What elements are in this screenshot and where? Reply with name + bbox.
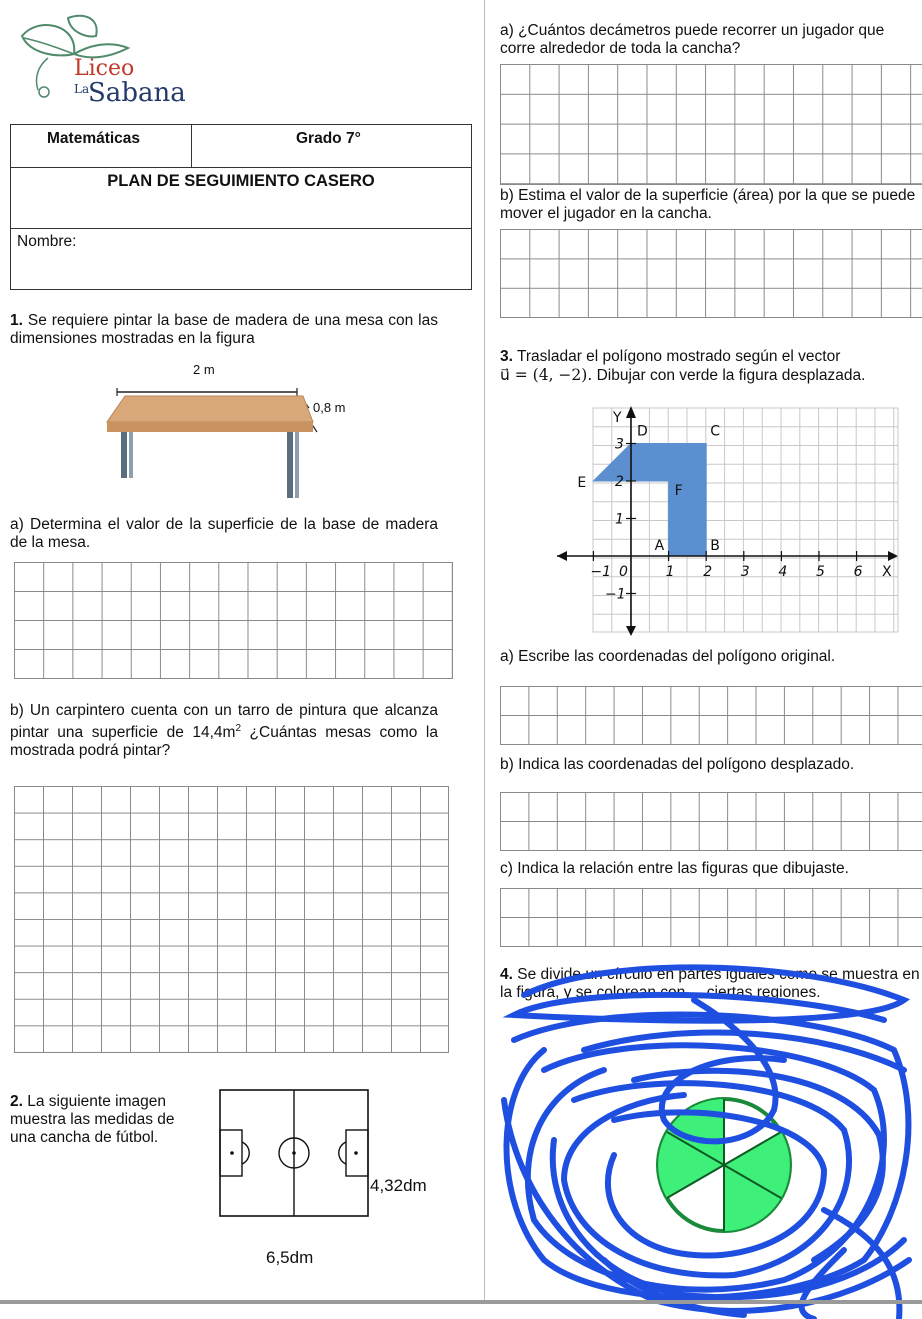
q1-part-b-pre: b) Un carpintero cuenta con un tarro de pintura que alcanza pintar una superficie de 14,4m — [10, 702, 438, 742]
x-tick-label: 3 — [740, 564, 750, 580]
vertex-label-a: A — [654, 538, 665, 554]
q3-prompt — [500, 348, 920, 385]
blue-scribble — [504, 967, 909, 1319]
subject-cell — [10, 124, 192, 168]
vertex-label-b: B — [710, 538, 720, 554]
x-tick-label: 1 — [665, 564, 675, 580]
school-logo — [8, 6, 198, 116]
answer-grid-q2a[interactable] — [500, 64, 922, 185]
page-bottom-border — [0, 1300, 922, 1304]
vertex-label-d: D — [637, 423, 648, 440]
vertex-label-f: F — [674, 483, 683, 499]
answer-grid-q1b[interactable] — [14, 786, 449, 1053]
x-axis-left-arrow-icon — [557, 551, 567, 561]
q3-prompt-line2: Dibujar con verde la figura desplazada. — [592, 367, 866, 384]
table-length-label: 2 m — [193, 362, 215, 377]
coordinate-plane-chart — [555, 404, 900, 636]
grade-cell — [191, 124, 472, 168]
y-axis-down-arrow-icon — [626, 626, 636, 636]
y-tick-label: 2 — [615, 474, 624, 490]
q3-part-b: b) Indica las coordenadas del polígono desplazado. — [500, 756, 855, 773]
table-width-label: 0,8 m — [313, 400, 346, 415]
x-tick-label: 5 — [816, 564, 825, 580]
name-cell[interactable] — [10, 228, 472, 290]
q1-part-a: a) Determina el valor de la superficie de la base de madera de la mesa. — [10, 516, 438, 551]
q4-prompt-text: Se divide un círculo en partes iguales como se muestra en la figura, y se colorean con ... ciertas regiones. — [500, 966, 920, 1001]
name-label: Nombre: — [17, 233, 77, 250]
x-axis-arrow-icon — [888, 551, 898, 561]
field-width-label: 6,5dm — [266, 1248, 314, 1267]
q2-part-b: b) Estima el valor de la superficie (área) por la que se puede mover el jugador en la cancha. — [500, 187, 922, 223]
q1-part-b-post: ¿Cuántas mesas como la mostrada podrá pintar? — [10, 724, 438, 760]
table-illustration — [95, 360, 365, 505]
x-axis-label: X — [882, 564, 892, 580]
answer-grid-q3b[interactable] — [500, 792, 922, 851]
q3-part-c: c) Indica la relación entre las figuras que dibujaste. — [500, 860, 849, 877]
q1-prompt-text: Se requiere pintar la base de madera de una mesa con las dimensiones mostradas en la figura — [10, 312, 438, 347]
q4-number: 4. — [500, 966, 513, 983]
q2-part-a: a) ¿Cuántos decámetros puede recorrer un jugador que corre alrededor de toda la cancha? — [500, 22, 885, 57]
x-tick-label: −1 — [590, 564, 612, 580]
q2-prompt — [10, 1093, 200, 1147]
table-figure — [95, 360, 365, 505]
grade-label: Grado 7° — [296, 130, 361, 147]
q3-part-a: a) Escribe las coordenadas del polígono original. — [500, 648, 836, 665]
y-tick-label: 3 — [615, 436, 624, 453]
y-axis-label: Y — [613, 410, 622, 426]
q1-prompt — [10, 312, 438, 348]
soccer-field-figure — [218, 1088, 448, 1288]
plan-title: PLAN DE SEGUIMIENTO CASERO — [107, 172, 375, 190]
y-tick-label: −1 — [605, 586, 626, 603]
y-tick-label: 1 — [615, 511, 624, 528]
vertex-label-e: E — [577, 475, 587, 491]
q2-prompt-text: La siguiente imagen muestra las medidas de una cancha de fútbol. — [10, 1093, 175, 1146]
q2-number: 2. — [10, 1093, 23, 1110]
plan-title-cell — [10, 167, 472, 229]
q1-part-b-sup: 2 — [235, 723, 242, 734]
q3-prompt-line1: Trasladar el polígono mostrado según el vector — [516, 348, 841, 365]
q4-circle-figure — [484, 960, 922, 1319]
logo-text-sabana: Sabana — [88, 78, 186, 108]
vertex-label-c: C — [710, 423, 720, 440]
x-tick-label: 4 — [778, 564, 788, 580]
x-tick-label: 0 — [619, 564, 628, 580]
x-tick-label: 6 — [853, 564, 863, 580]
logo-text-liceo: Liceo — [74, 56, 135, 81]
logo-text-la: La — [74, 82, 90, 96]
answer-grid-q3a[interactable] — [500, 686, 922, 745]
x-tick-label: 2 — [703, 564, 713, 580]
answer-grid-q2b[interactable] — [500, 229, 922, 318]
q1-number: 1. — [10, 312, 23, 329]
subject-label: Matemáticas — [47, 130, 141, 147]
q1-part-b — [10, 702, 438, 760]
soccer-field-diagram — [218, 1088, 448, 1228]
field-height-label: 4,32dm — [370, 1176, 427, 1195]
q3-number: 3. — [500, 348, 513, 365]
q3-vector: u⃗ = (4, −2). — [500, 366, 593, 384]
answer-grid-q3c[interactable] — [500, 888, 922, 947]
answer-grid-q1a[interactable] — [14, 562, 453, 679]
